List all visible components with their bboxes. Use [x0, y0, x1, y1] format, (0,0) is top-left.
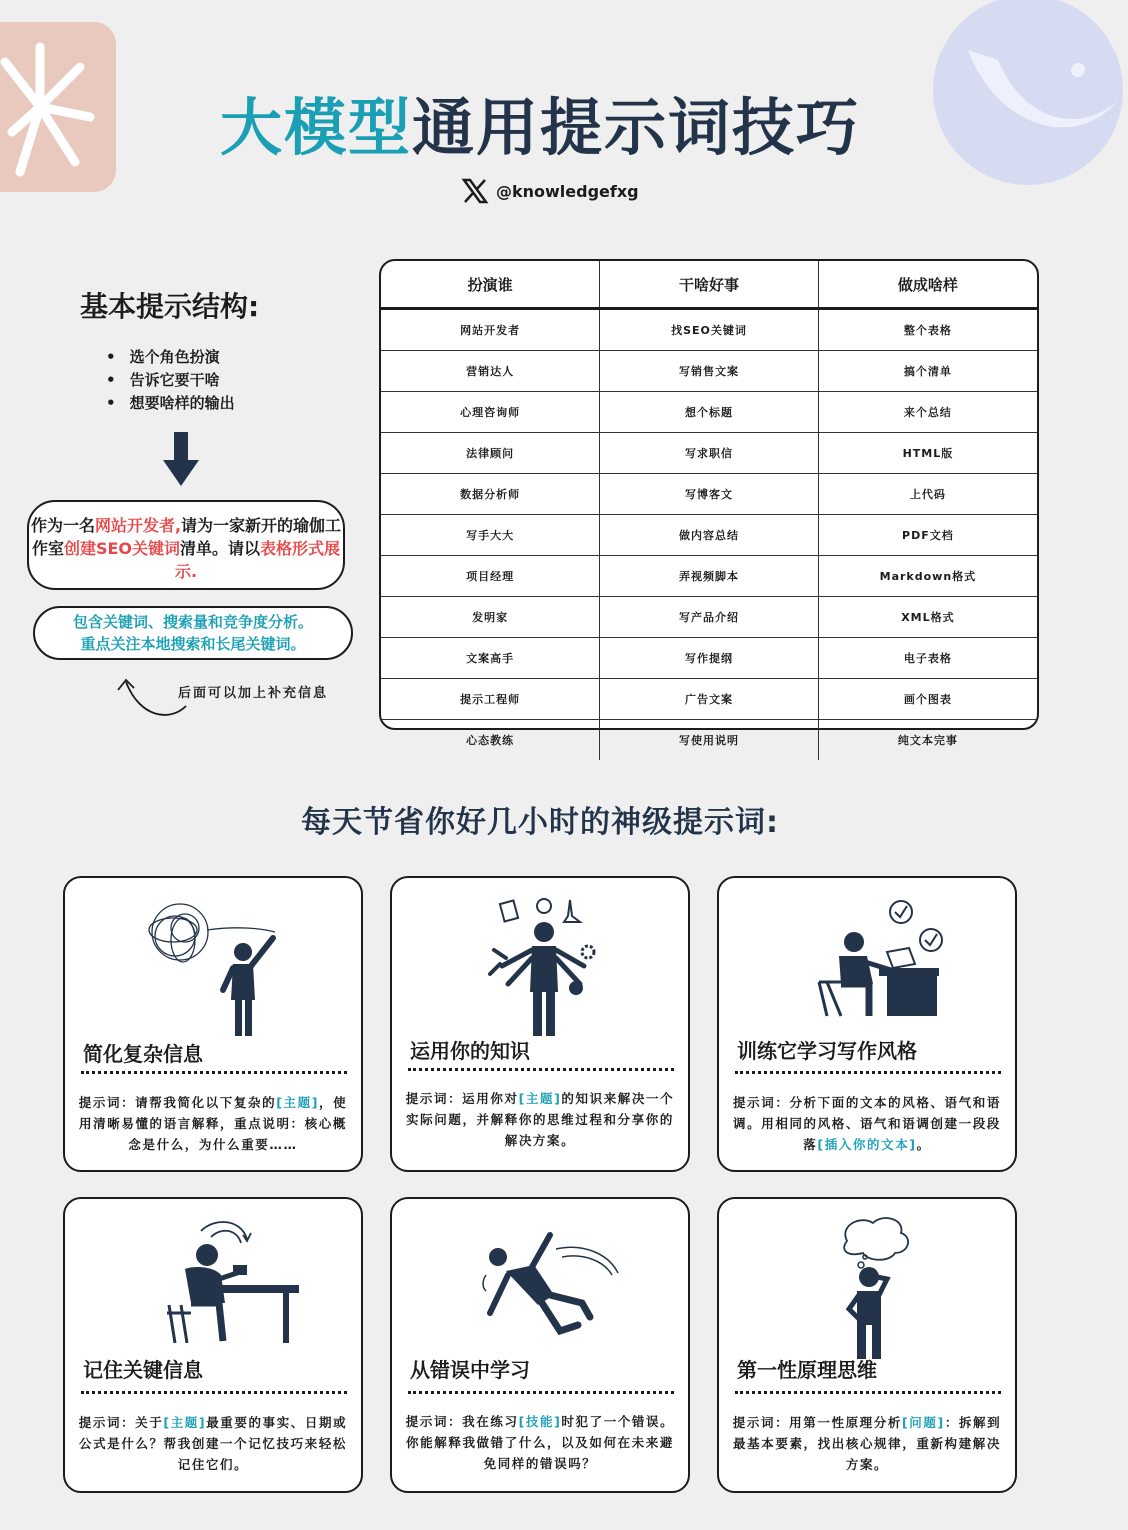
prompt-keyword: [主题] [276, 1095, 320, 1110]
extra-line: 重点关注本地搜索和长尾关键词。 [80, 635, 306, 653]
basic-structure-list [106, 346, 235, 415]
card-title: 运用你的知识 [410, 1039, 530, 1063]
table-cell: 写博客文 [600, 474, 819, 515]
prompt-text: ：拆解到最基本要素，找出核心规律，重新构建解决方案。 [733, 1415, 1002, 1472]
table-row [381, 474, 1037, 515]
tangled-thread-person-icon [115, 892, 315, 1042]
table-cell: 纯文本完事 [818, 720, 1037, 761]
example-text: 清单。请以 [180, 539, 261, 558]
table-row [381, 433, 1037, 474]
card-prompt [404, 1088, 676, 1151]
example-prompt-bubble [27, 500, 345, 590]
prompt-card-first-principles [717, 1197, 1017, 1493]
example-text: 请为一家新开的瑜伽工作室 [31, 516, 342, 558]
prompt-keyword: [主题] [163, 1415, 207, 1430]
table-cell: 心态教练 [381, 720, 600, 761]
prompt-text: 提示词：分析下面的文本的风格、语气和语调。用相同的风格、语气和语调创建一段段落 [733, 1095, 1001, 1152]
example-task: 创建SEO关键词 [63, 539, 181, 558]
prompt-card-memory [63, 1197, 363, 1493]
basic-structure-title: 基本提示结构: [80, 290, 260, 323]
writing-desk-person-icon [769, 892, 969, 1042]
table-cell: HTML版 [818, 433, 1037, 474]
prompt-card-mistake [390, 1197, 690, 1493]
table-row [381, 556, 1037, 597]
table-cell: 法律顾问 [381, 433, 600, 474]
table-cell: 数据分析师 [381, 474, 600, 515]
table-cell: 广告文案 [600, 679, 819, 720]
prompt-text: 提示词：我在练习 [405, 1414, 519, 1429]
table-row [381, 515, 1037, 556]
table-cell: Markdown格式 [818, 556, 1037, 597]
prompt-keyword: [插入你的文本] [817, 1137, 917, 1152]
list-item: • 告诉它要干啥 [106, 369, 235, 392]
table-cell: 电子表格 [818, 638, 1037, 679]
example-role: 网站开发者, [94, 516, 182, 535]
falling-person-icon [442, 1213, 642, 1363]
prompt-text: 的知识来解决一个实际问题，并解释你的思维过程和分享你的解决方案。 [406, 1091, 675, 1148]
card-prompt [731, 1092, 1003, 1155]
thinking-person-icon [769, 1213, 969, 1363]
prompt-keyword: [技能] [518, 1414, 562, 1429]
card-title: 第一性原理思维 [737, 1358, 877, 1382]
card-title: 简化复杂信息 [83, 1042, 203, 1066]
down-arrow-icon [163, 432, 199, 486]
dotted-divider [735, 1391, 1001, 1394]
role-task-format-table [379, 259, 1039, 747]
prompt-text: 提示词：运用你对 [405, 1091, 519, 1106]
example-text: 作为一名 [30, 516, 95, 535]
x-logo-icon [462, 179, 488, 203]
column-header: 做成啥样 [818, 261, 1037, 309]
table-cell: 搞个清单 [818, 351, 1037, 392]
prompt-keyword: [主题] [518, 1091, 562, 1106]
table-cell: 找SEO关键词 [600, 309, 819, 351]
column-header: 干啥好事 [600, 261, 819, 309]
table-cell: 上代码 [818, 474, 1037, 515]
prompt-text: ，使用清晰易懂的语言解释，重点说明：核心概念是什么，为什么重要…… [79, 1095, 348, 1152]
card-title: 记住关键信息 [83, 1358, 203, 1382]
section-title: 每天节省你好几小时的神级提示词: [301, 805, 779, 840]
extra-info-note: 后面可以加上补充信息 [178, 686, 329, 701]
table-cell: 写作提纲 [600, 638, 819, 679]
table-row [381, 392, 1037, 433]
table-cell: 文案高手 [381, 638, 600, 679]
studying-person-icon [115, 1213, 315, 1363]
multi-tool-person-icon [442, 892, 642, 1042]
prompt-text: 提示词：关于 [78, 1415, 164, 1430]
card-prompt [404, 1411, 676, 1474]
table-row [381, 638, 1037, 679]
table-cell: 写手大大 [381, 515, 600, 556]
list-item: • 选个角色扮演 [106, 346, 235, 369]
table-cell: 提示工程师 [381, 679, 600, 720]
table-cell: 发明家 [381, 597, 600, 638]
prompt-keyword: [问题] [901, 1415, 945, 1430]
dotted-divider [81, 1391, 347, 1394]
table-cell: 心理咨询师 [381, 392, 600, 433]
table-cell: 写使用说明 [600, 720, 819, 761]
card-prompt [77, 1092, 349, 1155]
prompt-text: 。 [916, 1137, 931, 1152]
card-prompt [731, 1412, 1003, 1475]
table-cell: 写销售文案 [600, 351, 819, 392]
page-title [0, 78, 1080, 167]
table-row [381, 679, 1037, 720]
table-cell: 来个总结 [818, 392, 1037, 433]
table-cell: 项目经理 [381, 556, 600, 597]
example-format: 表格形式展示. [174, 539, 341, 581]
table-row [381, 351, 1037, 392]
extra-line: 包含关键词、搜索量和竞争度分析。 [72, 613, 313, 631]
author-handle [462, 176, 639, 206]
prompt-card-knowledge [390, 876, 690, 1172]
prompt-text: 最重要的事实、日期或公式是什么？帮我创建一个记忆技巧来轻松记住它们。 [79, 1415, 348, 1472]
handle-text: @knowledgefxg [496, 181, 639, 201]
extra-info-bubble [33, 606, 353, 660]
table-cell: 画个图表 [818, 679, 1037, 720]
table-cell: 想个标题 [600, 392, 819, 433]
prompt-text: 提示词：请帮我简化以下复杂的 [78, 1095, 277, 1110]
table-cell: 整个表格 [818, 309, 1037, 351]
prompt-text: 时犯了一个错误。你能解释我做错了什么，以及如何在未来避免同样的错误吗？ [406, 1414, 675, 1471]
table-cell: 营销达人 [381, 351, 600, 392]
prompt-text: 提示词：用第一性原理分析 [732, 1415, 902, 1430]
table-cell: 弄视频脚本 [600, 556, 819, 597]
dotted-divider [735, 1071, 1001, 1074]
dotted-divider [81, 1071, 347, 1074]
card-title: 训练它学习写作风格 [737, 1039, 917, 1063]
card-prompt [77, 1412, 349, 1475]
table-cell: 写求职信 [600, 433, 819, 474]
table-cell: 做内容总结 [600, 515, 819, 556]
title-accent: 大模型 [219, 91, 412, 164]
dotted-divider [408, 1391, 674, 1394]
table-cell: PDF文档 [818, 515, 1037, 556]
table-cell: 写产品介绍 [600, 597, 819, 638]
card-title: 从错误中学习 [410, 1358, 530, 1382]
list-item: • 想要啥样的输出 [106, 392, 235, 415]
table-row [381, 720, 1037, 761]
dotted-divider [408, 1068, 674, 1071]
column-header: 扮演谁 [381, 261, 600, 309]
prompt-card-simplify [63, 876, 363, 1172]
prompt-card-style [717, 876, 1017, 1172]
table-cell: XML格式 [818, 597, 1037, 638]
table-row [381, 597, 1037, 638]
title-rest: 通用提示词技巧 [412, 91, 861, 164]
table-cell: 网站开发者 [460, 324, 521, 337]
table-row [381, 309, 1037, 351]
